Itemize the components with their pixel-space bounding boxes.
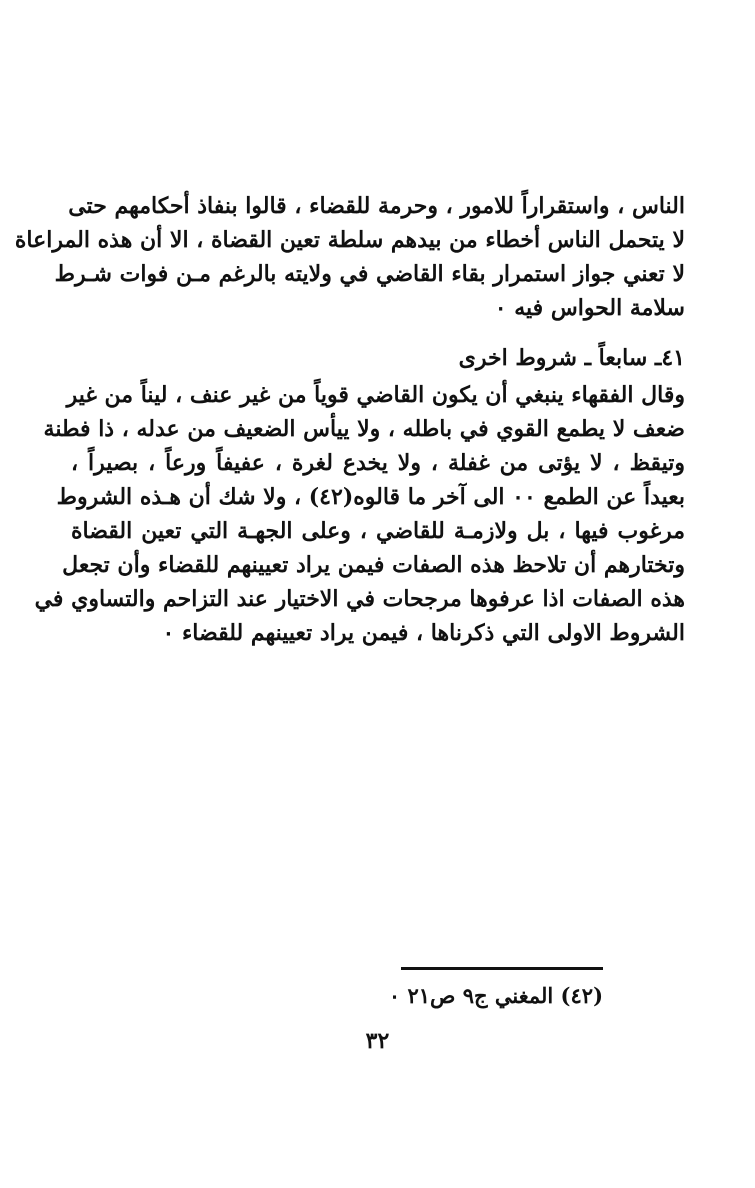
paragraph-2-line-3: وتيقظ ، لا يؤتى من غفلة ، ولا يخدع لغرة ، عفيفاً ورعاً ، بصيراً ، bbox=[71, 450, 685, 476]
paragraph-2-line-7: هذه الصفات اذا عرفوها مرجحات في الاختيار عند التزاحم والتساوي في bbox=[34, 586, 685, 612]
paragraph-2-line-1: وقال الفقهاء ينبغي أن يكون القاضي قوياً من غير عنف ، ليناً من غير bbox=[66, 382, 685, 408]
paragraph-1-line-3: لا تعني جواز استمرار بقاء القاضي في ولايته بالرغم مـن فوات شـرط bbox=[54, 261, 685, 287]
paragraph-2-line-2: ضعف لا يطمع القوي في باطله ، ولا ييأس الضعيف من عدله ، ذا فطنة bbox=[43, 416, 685, 442]
footnote: (٤٢) المغني ج٩ ص٢١ ٠ bbox=[388, 983, 603, 1008]
paragraph-1-line-4: سلامة الحواس فيه ٠ bbox=[494, 295, 685, 321]
page-number: ٣٢ bbox=[365, 1028, 390, 1054]
paragraph-2-line-8: الشروط الاولى التي ذكرناها ، فيمن يراد تعيينهم للقضاء ٠ bbox=[162, 620, 685, 646]
paragraph-2-line-4: بعيداً عن الطمع ٠٠ الى آخر ما قالوه(٤٢) ، ولا شك أن هـذه الشروط bbox=[56, 484, 685, 510]
paragraph-2-line-5: مرغوب فيها ، بل ولازمـة للقاضي ، وعلى الجهـة التي تعين القضاة bbox=[71, 518, 685, 544]
paragraph-1-line-1: الناس ، واستقراراً للامور ، وحرمة للقضاء ، قالوا بنفاذ أحكامهم حتى bbox=[68, 193, 685, 219]
paragraph-1-line-2: لا يتحمل الناس أخطاء من بيدهم سلطة تعين القضاة ، الا أن هذه المراعاة bbox=[14, 227, 685, 253]
paragraph-2-line-6: وتختارهم أن تلاحظ هذه الصفات فيمن يراد تعيينهم للقضاء وأن تجعل bbox=[62, 552, 685, 578]
section-heading: ٤١ـ سابعاً ـ شروط اخرى bbox=[458, 345, 685, 371]
footnote-divider bbox=[401, 967, 603, 970]
